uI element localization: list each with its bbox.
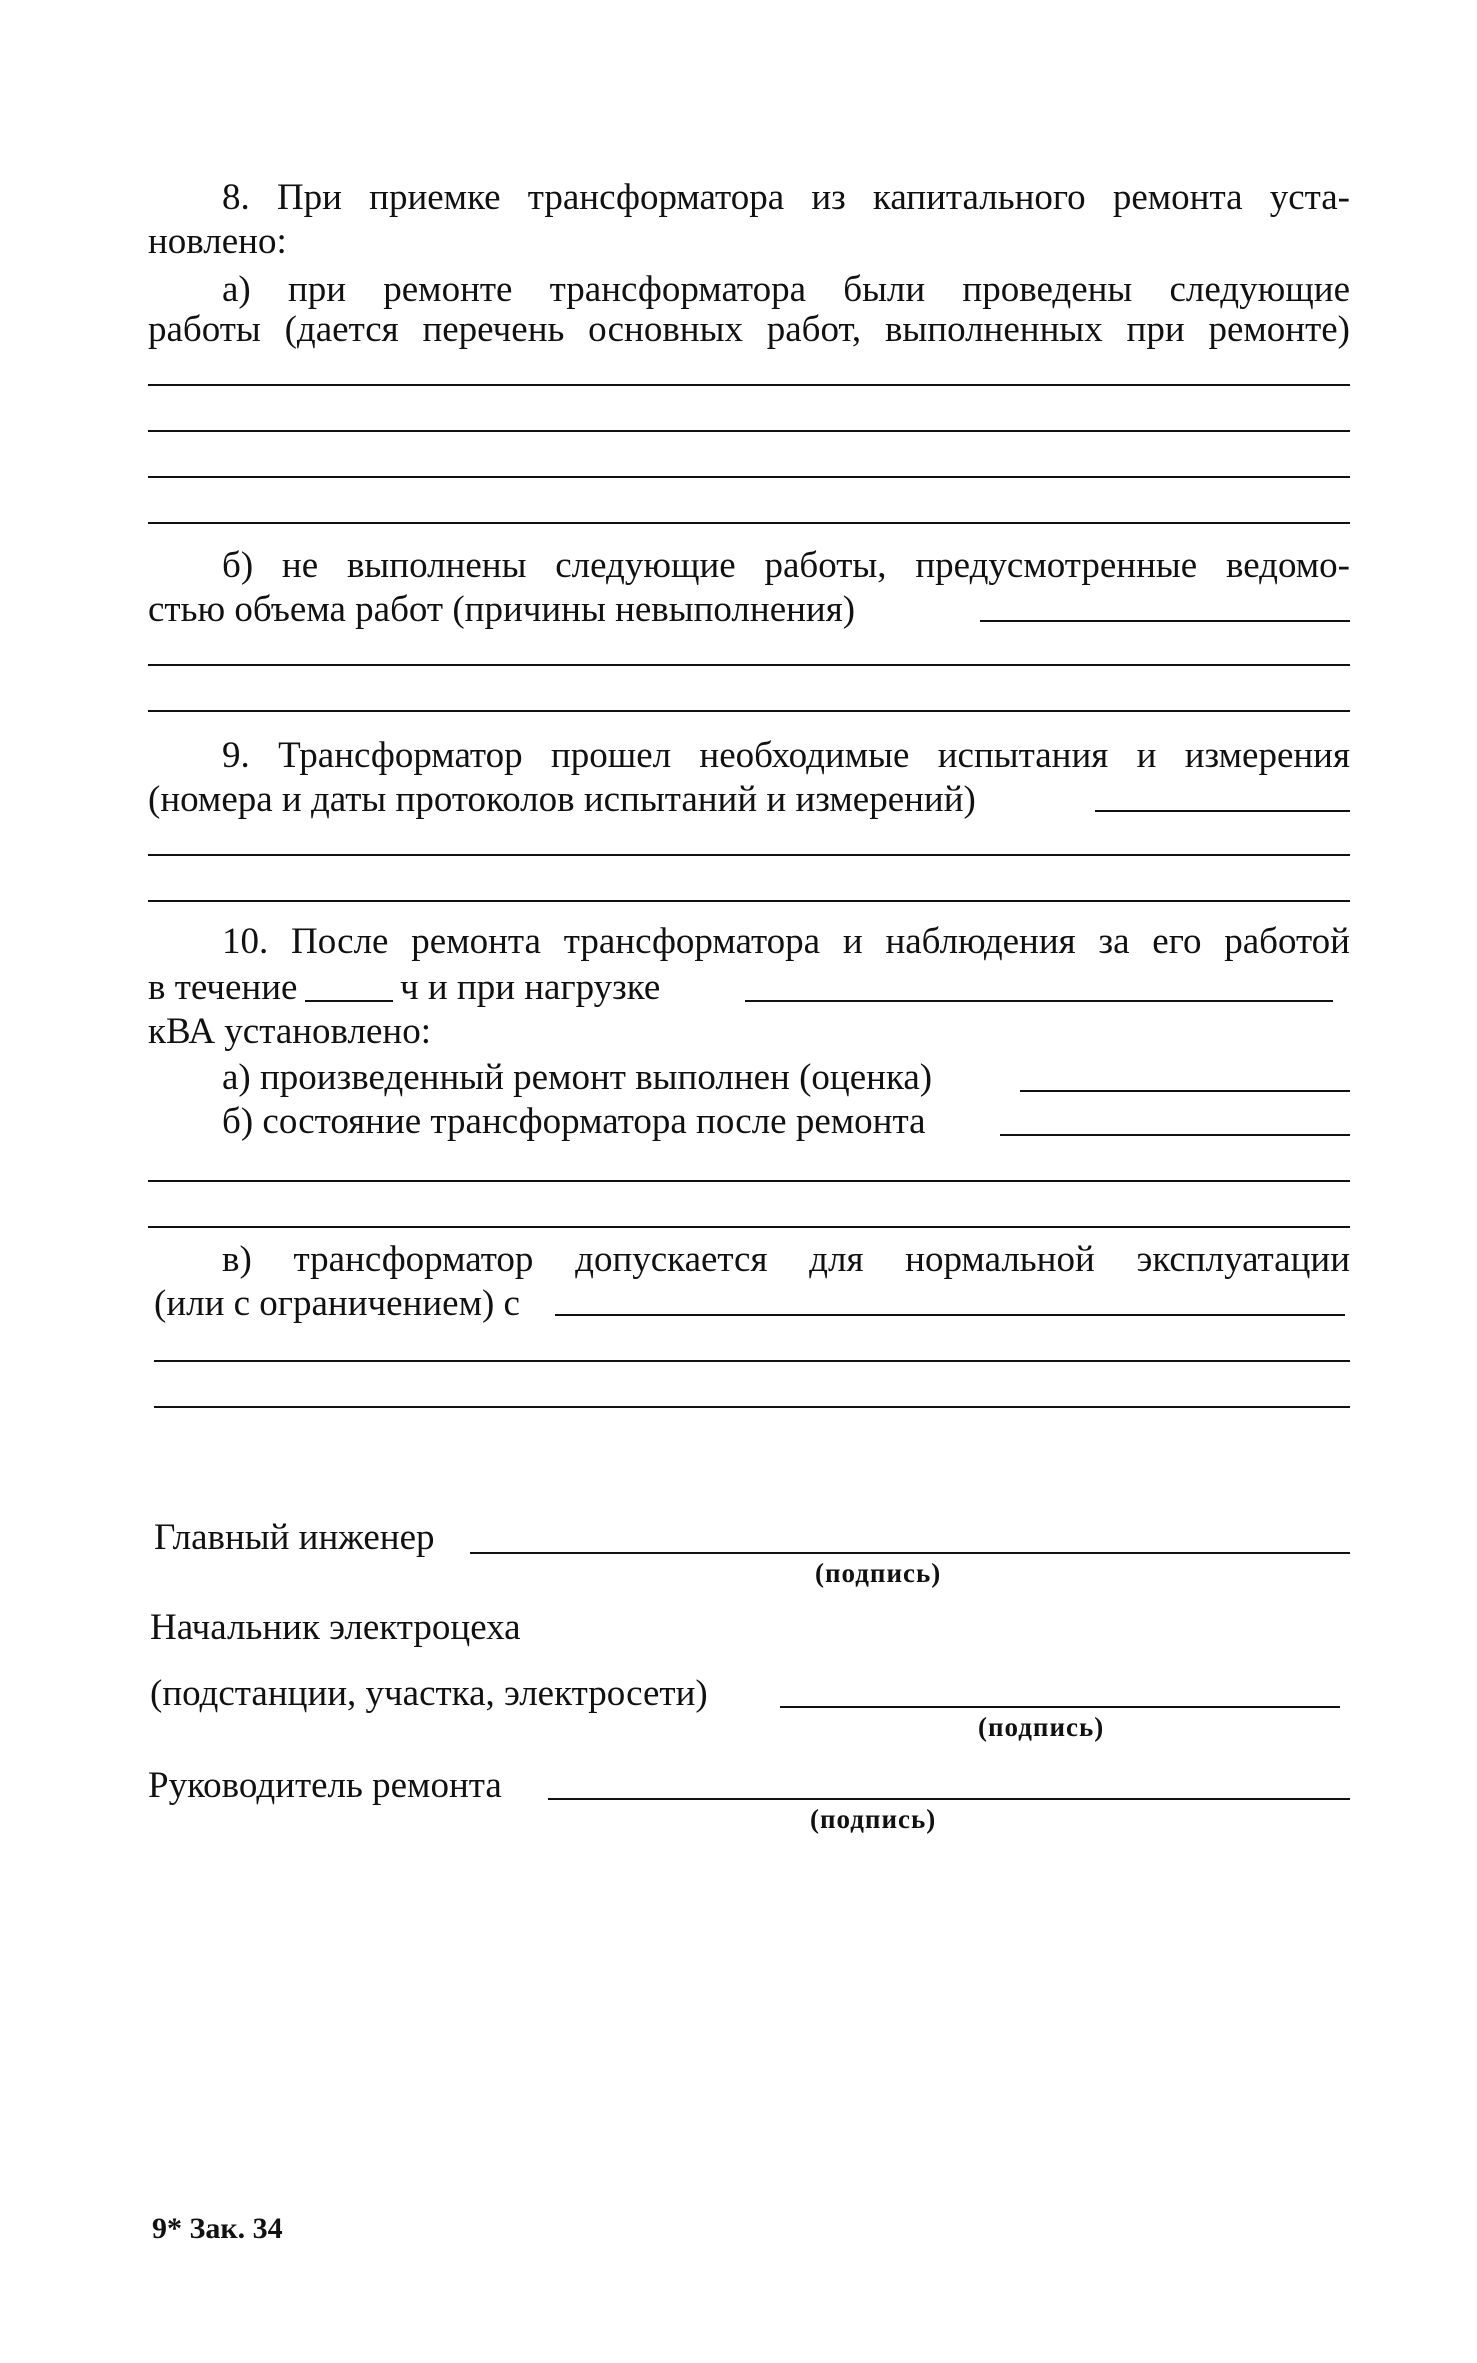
section10-line1: 10. После ремонта трансформатора и наблюдения за его работой: [222, 921, 1350, 962]
head-signature-line[interactable]: [780, 1706, 1340, 1708]
fill-line[interactable]: [148, 664, 1350, 666]
chief-engineer-signature-line[interactable]: [470, 1552, 1350, 1554]
fill-line[interactable]: [148, 710, 1350, 712]
fill-line[interactable]: [148, 900, 1350, 902]
section9-line1: 9. Трансформатор прошел необходимые испытания и измерения: [222, 735, 1350, 776]
section8-line1: 8. При приемке трансформатора из капитального ремонта уста-: [222, 177, 1350, 218]
head-label-line2: (подстанции, участка, электросети): [150, 1673, 708, 1714]
section8-b-line2: стью объема работ (причины невыполнения): [148, 589, 856, 630]
section10-line2-a: в течение: [148, 967, 298, 1008]
signature-caption: (подпись): [978, 1712, 1105, 1742]
section10-b: б) состояние трансформатора после ремонта: [222, 1101, 926, 1142]
head-label-line1: Начальник электроцеха: [150, 1607, 521, 1648]
fill-line[interactable]: [1000, 1134, 1350, 1136]
fill-line[interactable]: [148, 476, 1350, 478]
section10-c-line2: (или с ограничением) с: [154, 1283, 520, 1324]
section8-line2: новлено:: [148, 221, 287, 262]
section8-a-line2: работы (дается перечень основных работ, выполненных при ремонте): [148, 309, 1350, 350]
fill-line[interactable]: [148, 854, 1350, 856]
fill-line[interactable]: [1095, 810, 1350, 812]
fill-line[interactable]: [154, 1360, 1350, 1362]
load-field[interactable]: [745, 1000, 1333, 1002]
signature-caption: (подпись): [810, 1804, 937, 1834]
fill-line[interactable]: [148, 522, 1350, 524]
fill-line[interactable]: [1020, 1090, 1350, 1092]
signature-caption: (подпись): [815, 1558, 942, 1588]
section10-a: а) произведенный ремонт выполнен (оценка): [222, 1057, 933, 1098]
hours-field[interactable]: [305, 1000, 393, 1002]
section10-c-line1: в) трансформатор допускается для нормальной эксплуатации: [222, 1239, 1350, 1280]
repair-lead-signature-line[interactable]: [548, 1798, 1350, 1800]
footer-order-number: 9* Зак. 34: [152, 2212, 283, 2245]
section9-line2: (номера и даты протоколов испытаний и измерений): [148, 779, 976, 820]
fill-line[interactable]: [154, 1406, 1350, 1408]
fill-line[interactable]: [980, 620, 1350, 622]
section8-b-line1: б) не выполнены следующие работы, предусмотренные ведомо-: [222, 545, 1350, 586]
section8-a-line1: а) при ремонте трансформатора были проведены следующие: [222, 269, 1350, 310]
section10-line3: кВА установлено:: [148, 1011, 432, 1052]
repair-lead-label: Руководитель ремонта: [148, 1765, 502, 1806]
chief-engineer-label: Главный инженер: [154, 1517, 435, 1558]
fill-line[interactable]: [148, 384, 1350, 386]
fill-line[interactable]: [148, 1180, 1350, 1182]
fill-line[interactable]: [555, 1314, 1345, 1316]
fill-line[interactable]: [148, 1226, 1350, 1228]
section10-line2-b: ч и при нагрузке: [400, 967, 661, 1008]
fill-line[interactable]: [148, 430, 1350, 432]
